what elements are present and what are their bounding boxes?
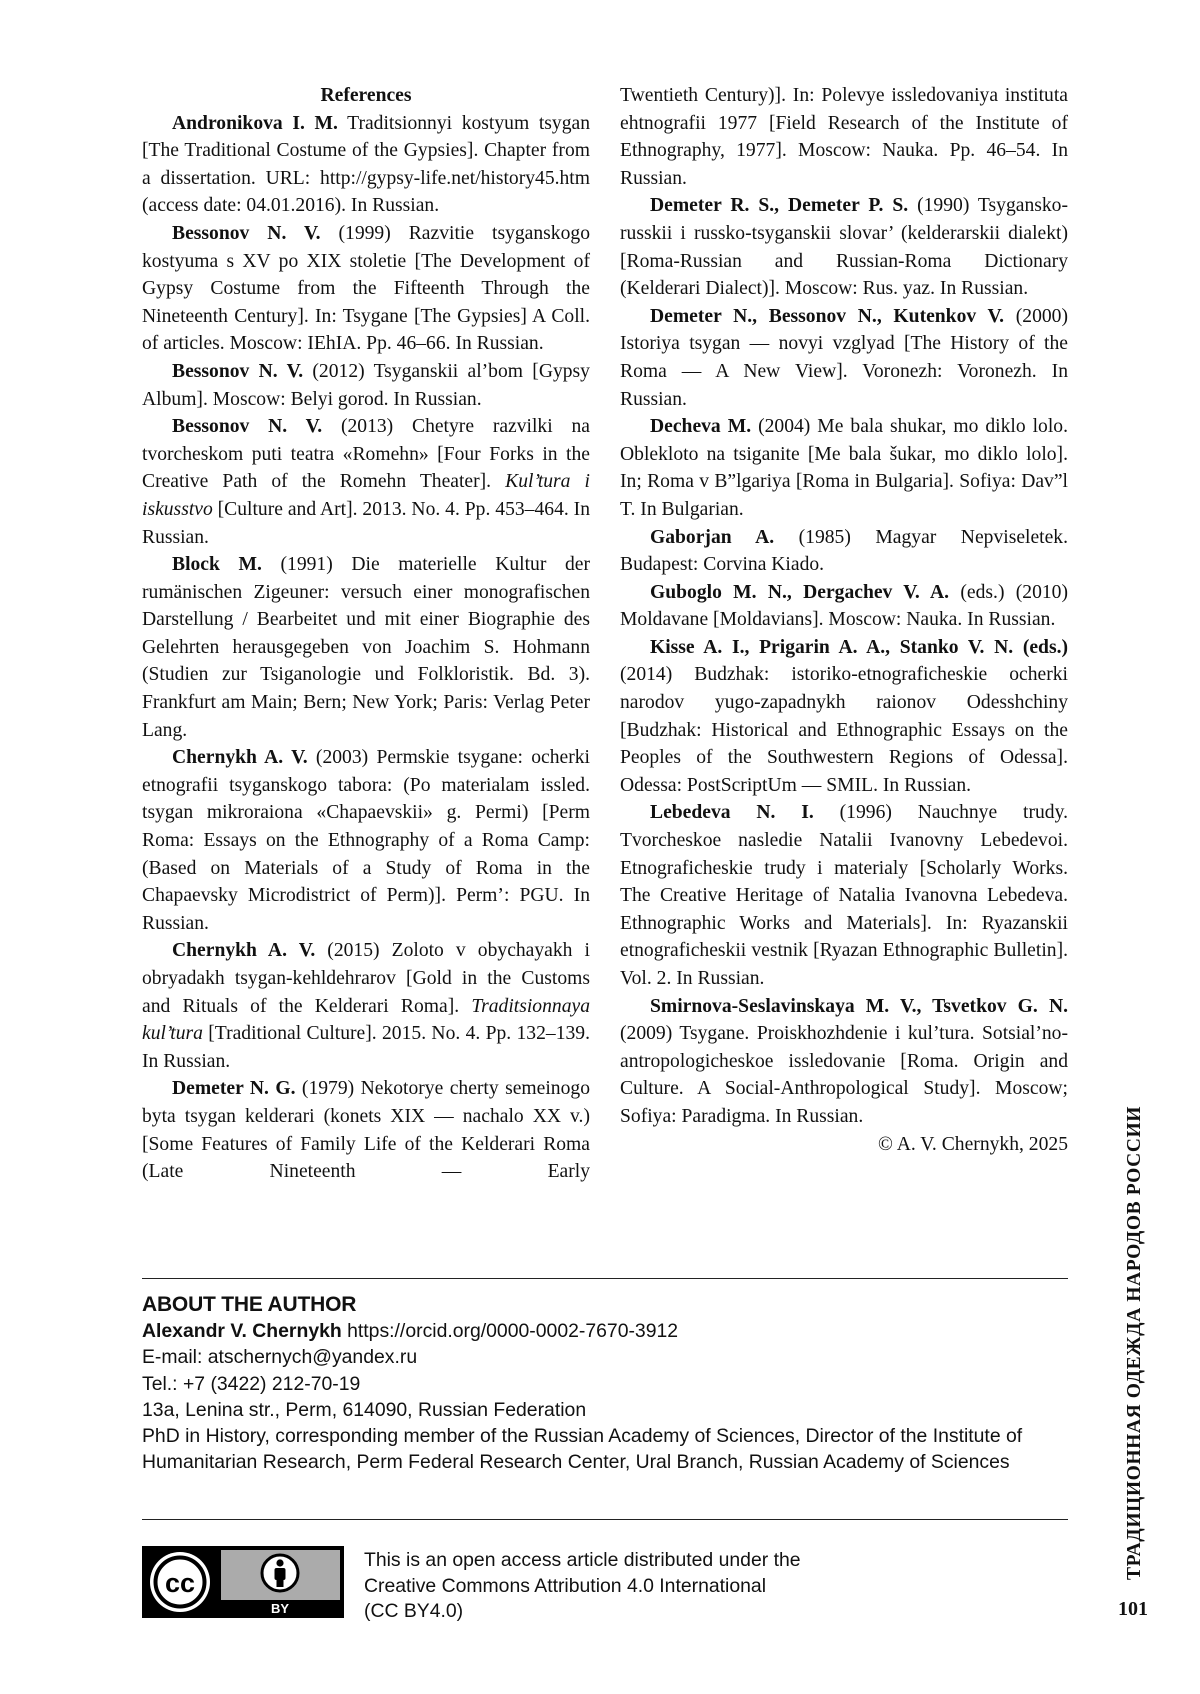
about-author-section <box>142 1292 1062 1475</box>
reference-item: Chernykh A. V. (2003) Permskie tsygane: ocherki etnografii tsyganskogo tabora: (Po materialam issled. tsygan mikroraiona «Chapaevskii» g. Permi) [Perm Roma: Essays on the Ethnography of a Roma Camp: (Based on Materials of a Study of Roma in the Chapaevsky Microdistrict of Perm)]. Perm’: PGU. In Russian. <box>142 747 590 934</box>
reference-author: Block M. <box>172 554 262 576</box>
by-label: BY <box>270 1601 290 1616</box>
reference-item: Lebedeva N. I. (1996) Nauchnye trudy. Tvorcheskoe nasledie Natalii Ivanovny Lebedevoi. Etnograficheskie trudy i materialy [Scholarly Works. The Creative Heritage of Natalia Ivanovna Lebedeva. Ethnographic Works and Materials]. In: Ryazanskii etnograficheskii vestnik [Ryazan Ethnographic Bulletin]. Vol. 2. In Russian. <box>620 802 1068 989</box>
references-left-column <box>142 82 590 1186</box>
reference-item: Smirnova-Seslavinskaya M. V., Tsvetkov G. N. (2009) Tsygane. Proiskhozhdenie i kul’tura. Sotsial’no-antropologicheskoe issledovanie [Roma. Origin and Culture. A Social-Anthropological Study]. Moscow; Sofiya: Paradigma. In Russian. <box>620 995 1068 1127</box>
references-heading: References <box>320 85 412 106</box>
reference-continuation: Twentieth Century)]. In: Polevye issledovaniya instituta ehtnografii 1977 [Field Research of the Institute of Ethnography, 1977]. Moscow: Nauka. Pp. 46–54. In Russian. <box>620 85 1068 189</box>
reference-author: Kisse A. I., Prigarin A. A., Stanko V. N. (eds.) <box>650 636 1068 658</box>
reference-author: Chernykh A. V. <box>172 940 316 962</box>
reference-author: Bessonov N. V. <box>172 416 323 438</box>
reference-item: Demeter N., Bessonov N., Kutenkov V. (2000) Istoriya tsygan — novyi vzglyad [The History of the Roma — A New View]. Voronezh: Voronezh. In Russian. <box>620 305 1068 410</box>
reference-item: Bessonov N. V. (2012) Tsyganskii al’bom [Gypsy Album]. Moscow: Belyi gorod. In Russian. <box>142 360 590 410</box>
reference-author: Bessonov N. V. <box>172 222 321 244</box>
orcid-link[interactable]: https://orcid.org/0000-0002-7670-3912 <box>341 1320 679 1343</box>
reference-item: Block M. (1991) Die materielle Kultur der rumänischen Zigeuner: versuch einer monografischen Darstellung / Bearbeitet und mit einer Biographie des Gelehrten herausgegeben von Joachim S. Hohmann (Studien zur Tsiganologie und Folkloristik. Bd. 3). Frankfurt am Main; Bern; New York; Paris: Verlag Peter Lang. <box>142 554 590 741</box>
reference-author: Bessonov N. V. <box>172 360 304 382</box>
journal-name: Traditsionnaya kul’tura <box>142 995 590 1045</box>
reference-author: Gaborjan A. <box>650 526 775 548</box>
cc-label: cc <box>164 1568 196 1598</box>
author-email[interactable]: E-mail: atschernych@yandex.ru <box>142 1346 418 1369</box>
reference-item: Guboglo M. N., Dergachev V. A. (eds.) (2010) Moldavane [Moldavians]. Moscow: Nauka. In Russian. <box>620 581 1069 631</box>
journal-running-title: ТРАДИЦИОННАЯ ОДЕЖДА НАРОДОВ РОССИИ <box>1124 1105 1145 1580</box>
reference-author: Demeter N., Bessonov N., Kutenkov V. <box>650 305 1005 327</box>
license-text: This is an open access article distributed under the Creative Commons Attribution 4.0 International (CC BY4.0) <box>364 1549 801 1622</box>
author-name: Alexandr V. Chernykh <box>142 1320 342 1343</box>
reference-author: Decheva M. <box>650 416 752 438</box>
reference-item: Andronikova I. M. Traditsionnyi kostyum tsygan [The Traditional Costume of the Gypsies]. Chapter from a dissertation. URL: http://gypsy-life.net/history45.htm (access date: 04.01.2016). In Russian. <box>142 112 590 217</box>
author-position: PhD in History, corresponding member of the Russian Academy of Sciences, Director of the Institute of Humanitarian Research, Perm Federal Research Center, Ural Branch, Russian Academy of Sciences <box>142 1425 1023 1474</box>
reference-author: Lebedeva N. I. <box>650 802 814 824</box>
cc-by-badge[interactable] <box>142 1546 344 1618</box>
cc-by-logo <box>143 1547 343 1617</box>
reference-author: Chernykh A. V. <box>172 747 308 769</box>
divider-top <box>142 1278 1068 1279</box>
reference-author: Demeter N. G. <box>172 1078 296 1100</box>
reference-author: Smirnova-Seslavinskaya M. V., Tsvetkov G. N. <box>650 995 1068 1017</box>
reference-item: Gaborjan A. (1985) Magyar Nepviseletek. Budapest: Corvina Kiado. <box>620 526 1068 576</box>
reference-item: Kisse A. I., Prigarin A. A., Stanko V. N. (eds.) (2014) Budzhak: istoriko-etnograficheskie ocherki narodov yugo-zapadnykh raionov Odesshchiny [Budzhak: Historical and Ethnographic Essays on the Peoples of the Southwestern Regions of Odessa]. Odessa: PostScriptUm — SMIL. In Russian. <box>620 636 1068 796</box>
about-heading: ABOUT THE AUTHOR <box>142 1293 357 1316</box>
divider-bottom <box>142 1519 1068 1520</box>
reference-item: Bessonov N. V. (2013) Chetyre razvilki na tvorcheskom puti teatra «Romehn» [Four Forks in the Creative Path of the Romehn Theater]. Kul’tura i iskusstvo [Culture and Art]. 2013. No. 4. Pp. 453–464. In Russian. <box>142 416 590 548</box>
journal-name: Kul’tura i iskusstvo <box>142 471 590 520</box>
reference-item: Bessonov N. V. (1999) Razvitie tsyganskogo kostyuma s XV po XIX stoletie [The Development of Gypsy Costume from the Fifteenth Through the Nineteenth Century]. In: Tsygane [The Gypsies] A Coll. of articles. Moscow: IEhIA. Pp. 46–66. In Russian. <box>142 222 590 355</box>
reference-author: Demeter R. S., Demeter P. S. <box>650 195 909 217</box>
reference-item: Demeter R. S., Demeter P. S. (1990) Tsygansko-russkii i russko-tsyganskii slovar’ (kelderarskii dialekt) [Roma-Russian and Russian-Roma Dictionary (Kelderari Dialect)]. Moscow: Rus. yaz. In Russian. <box>620 195 1068 300</box>
page-number: 101 <box>1118 1598 1148 1620</box>
author-phone: Tel.: +7 (3422) 212-70-19 <box>142 1372 361 1395</box>
references-right-column <box>620 82 1068 1158</box>
reference-item: Chernykh A. V. (2015) Zoloto v obychayakh i obryadakh tsygan-kehldehrarov [Gold in the Customs and Rituals of the Kelderari Roma]. Traditsionnaya kul’tura [Traditional Culture]. 2015. No. 4. Pp. 132–139. In Russian. <box>142 940 590 1072</box>
reference-item: Demeter N. G. (1979) Nekotorye cherty semeinogo byta tsygan kelderari (konets XIX — nachalo XX v.) [Some Features of Family Life of the Kelderari Roma (Late Nineteenth — Early <box>142 1078 590 1183</box>
reference-item: Decheva M. (2004) Me bala shukar, mo diklo lolo. Oblekloto na tsiganite [Me bala šukar, mo diklo lolo]. In; Roma v B”lgariya [Roma in Bulgaria]. Sofiya: Dav”l T. In Bulgarian. <box>620 416 1068 520</box>
reference-author: Guboglo M. N., Dergachev V. A. <box>650 581 950 603</box>
author-line <box>142 1318 1062 1344</box>
reference-author: Andronikova I. M. <box>172 112 338 134</box>
copyright-notice: © A. V. Chernykh, 2025 <box>878 1133 1068 1155</box>
author-address: 13a, Lenina str., Perm, 614090, Russian Federation <box>142 1398 587 1421</box>
